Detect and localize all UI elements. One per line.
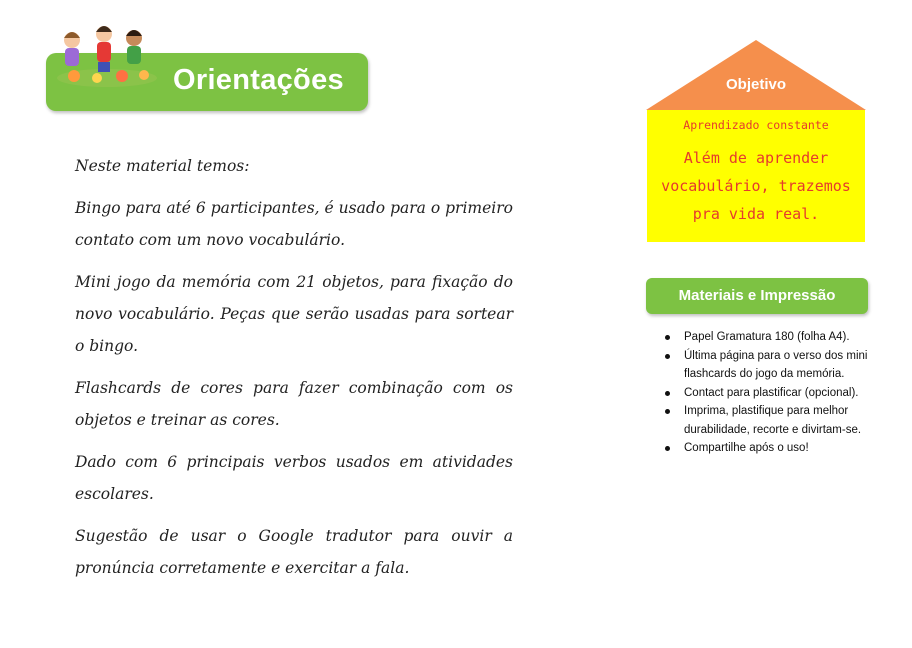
bingo-paragraph: Bingo para até 6 participantes, é usado para o primeiro contato com um novo vocabulário. <box>75 199 513 249</box>
objective-text: Além de aprender vocabulário, trazemos pra vida real. <box>661 149 851 223</box>
translator-paragraph: Sugestão de usar o Google tradutor para ouvir a pronúncia corretamente e exercitar a fala. <box>75 527 513 577</box>
objective-roof <box>646 40 866 110</box>
main-content <box>75 150 513 594</box>
memory-game-paragraph: Mini jogo da memória com 21 objetos, para fixação do novo vocabulário. Peças que serão usadas para sortear o bingo. <box>75 273 513 355</box>
page-title: Orientações <box>173 64 344 96</box>
list-item: Última página para o verso dos mini flashcards do jogo da memória. <box>662 347 872 384</box>
list-item: Papel Gramatura 180 (folha A4). <box>662 328 872 347</box>
kids-illustration <box>52 18 162 88</box>
objective-box <box>647 110 865 242</box>
list-item: Compartilhe após o uso! <box>662 439 872 458</box>
objective-title: Objetivo <box>725 76 786 93</box>
list-item: Imprima, plastifique para melhor durabilidade, recorte e divirtam-se. <box>662 402 872 439</box>
dice-paragraph: Dado com 6 principais verbos usados em atividades escolares. <box>75 453 513 503</box>
intro-paragraph: Neste material temos: <box>75 157 250 175</box>
materials-title: Materiais e Impressão <box>678 287 836 304</box>
objective-subtitle: Aprendizado constante <box>683 118 829 132</box>
materials-list <box>662 328 872 458</box>
list-item: Contact para plastificar (opcional). <box>662 384 872 403</box>
flashcards-paragraph: Flashcards de cores para fazer combinação com os objetos e treinar as cores. <box>75 379 513 429</box>
